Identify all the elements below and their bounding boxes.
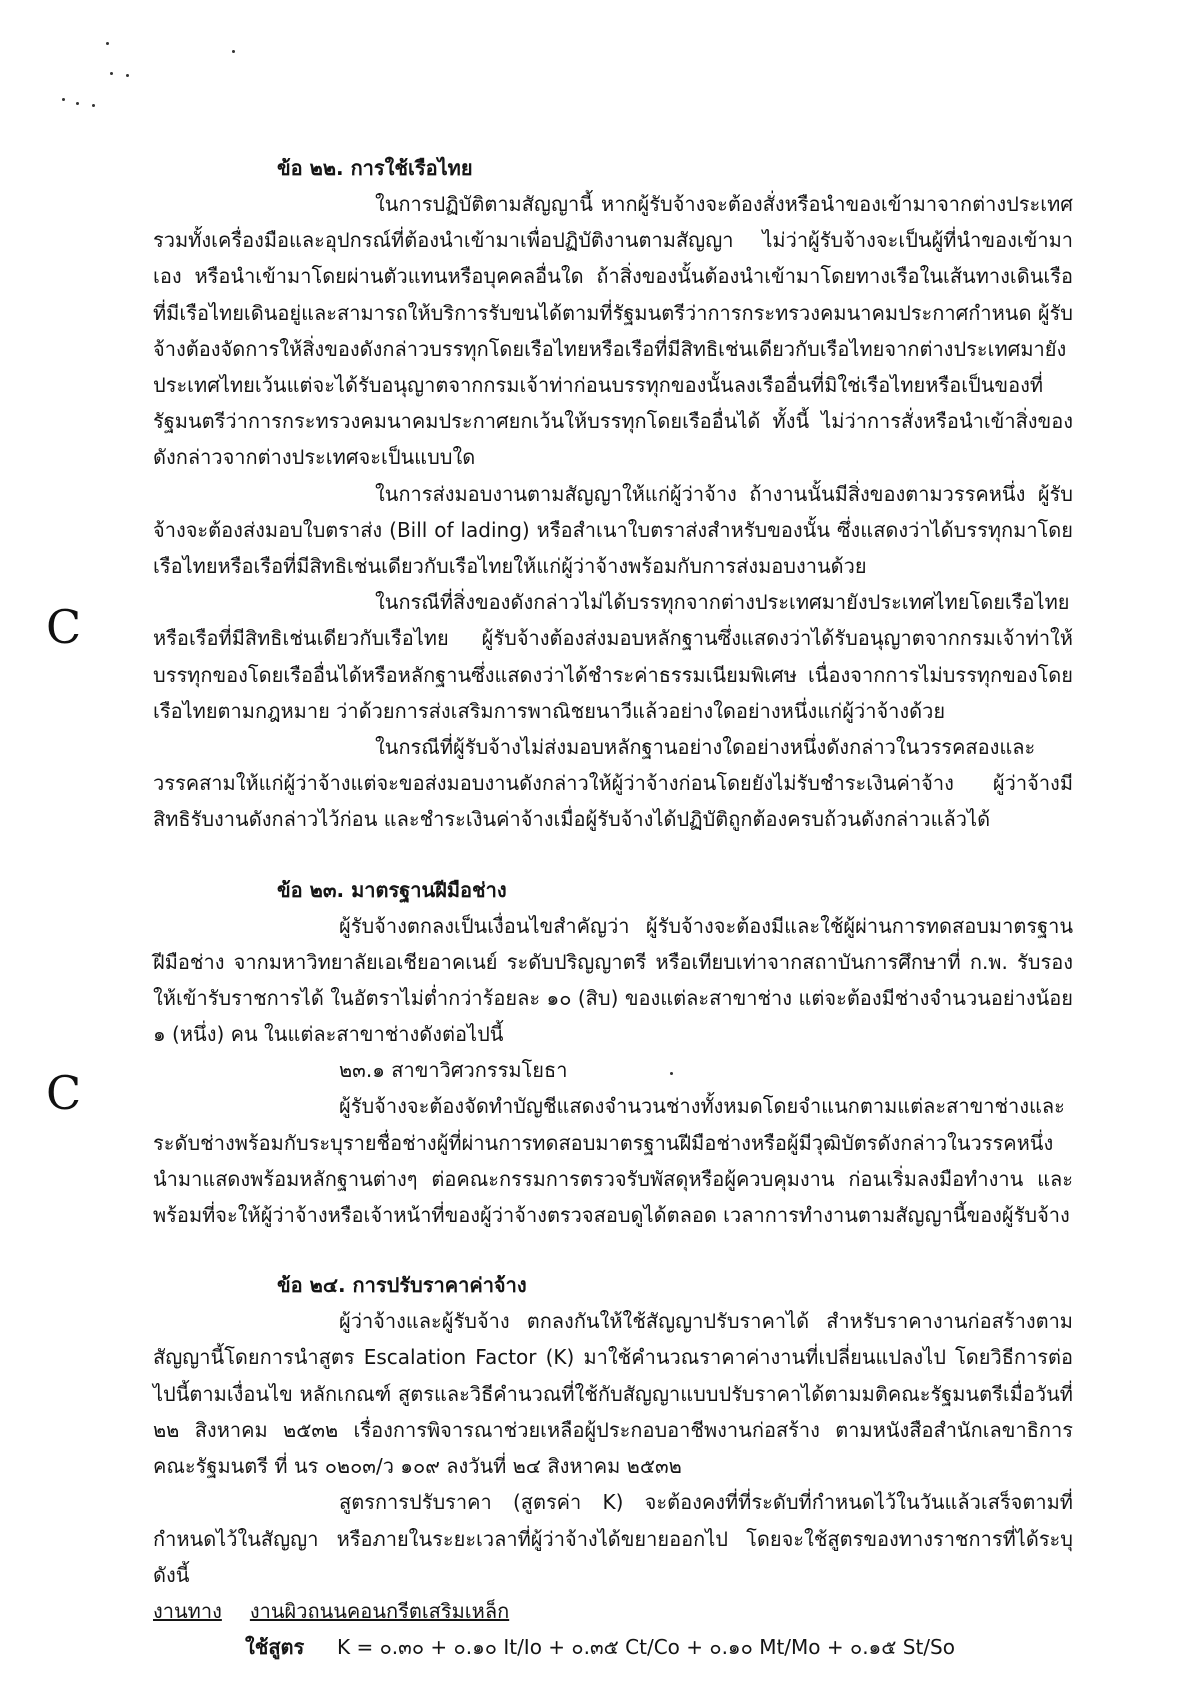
scan-speck bbox=[110, 72, 113, 75]
clause-heading: ข้อ ๒๒. การใช้เรือไทย bbox=[277, 156, 473, 180]
scan-speck bbox=[92, 104, 95, 107]
formula-label: ใช้สูตร bbox=[245, 1634, 305, 1659]
scan-speck bbox=[232, 50, 235, 53]
clause-24 bbox=[153, 1267, 1073, 1665]
clause-paragraph: ผู้รับจ้างจะต้องจัดทำบัญชีแสดงจำนวนช่างทั้งหมดโดยจำแนกตามแต่ละสาขาช่างและระดับช่างพร้อมกับระบุรายชื่อช่างผู้ที่ผ่านการทดสอบมาตรฐานฝีมือช่างหรือผู้มีวุฒิบัตรดังกล่าวในวรรคหนึ่งนำมาแสดงพร้อมหลักฐานต่างๆ ต่อคณะกรรมการตรวจรับพัสดุหรือผู้ควบคุมงาน ก่อนเริ่มลงมือทำงาน และพร้อมที่จะให้ผู้ว่าจ้างหรือเจ้าหน้าที่ของผู้ว่าจ้างตรวจสอบดูได้ตลอด เวลาการทำงานตามสัญญานี้ของผู้รับจ้าง bbox=[153, 1094, 1073, 1228]
scan-speck bbox=[62, 98, 65, 101]
clause-paragraph: ผู้ว่าจ้างและผู้รับจ้าง ตกลงกันให้ใช้สัญญาปรับราคาได้ สำหรับราคางานก่อสร้างตามสัญญานี้โดยการนำสูตร Escalation Factor (K) มาใช้คำนวณราคาค่างานที่เปลี่ยนแปลงไป โดยวิธีการต่อไปนี้ตามเงื่อนไข หลักเกณฑ์ สูตรและวิธีคำนวณที่ใช้กับสัญญาแบบปรับราคาได้ตามมติคณะรัฐมนตรีเมื่อวันที่ ๒๒ สิงหาคม ๒๕๓๒ เรื่องการพิจารณาช่วยเหลือผู้ประกอบอาชีพงานก่อสร้าง ตามหนังสือสำนักเลขาธิการคณะรัฐมนตรี ที่ นร ๐๒๐๓/ว ๑๐๙ ลงวันที่ ๒๔ สิงหาคม ๒๕๓๒ bbox=[153, 1309, 1073, 1479]
formula-text: K = ๐.๓๐ + ๐.๑๐ It/Io + ๐.๓๕ Ct/Co + ๐.๑๐ Mt/Mo + ๐.๑๕ St/So bbox=[337, 1634, 955, 1659]
clause-paragraph: ในการปฏิบัติตามสัญญานี้ หากผู้รับจ้างจะต้องสั่งหรือนำของเข้ามาจากต่างประเทศ รวมทั้งเครื่องมือและอุปกรณ์ที่ต้องนำเข้ามาเพื่อปฏิบัติงานตามสัญญา ไม่ว่าผู้รับจ้างจะเป็นผู้ที่นำของเข้ามาเอง หรือนำเข้ามาโดยผ่านตัวแทนหรือบุคคลอื่นใด ถ้าสิ่งของนั้นต้องนำเข้ามาโดยทางเรือในเส้นทางเดินเรือที่มีเรือไทยเดินอยู่และสามารถให้บริการรับขนได้ตามที่รัฐมนตรีว่าการกระทรวงคมนาคมประกาศกำหนด ผู้รับจ้างต้องจัดการให้สิ่งของดังกล่าวบรรทุกโดยเรือไทยหรือเรือที่มีสิทธิเช่นเดียวกับเรือไทยจากต่างประเทศมายังประเทศไทยเว้นแต่จะได้รับอนุญาตจากกรมเจ้าท่าก่อนบรรทุกของนั้นลงเรืออื่นที่มิใช่เรือไทยหรือเป็นของที่รัฐมนตรีว่าการกระทรวงคมนาคมประกาศยกเว้นให้บรรทุกโดยเรืออื่นได้ ทั้งนี้ ไม่ว่าการสั่งหรือนำเข้าสิ่งของดังกล่าวจากต่างประเทศจะเป็นแบบใด bbox=[153, 192, 1073, 470]
clause-paragraph: ในการส่งมอบงานตามสัญญาให้แก่ผู้ว่าจ้าง ถ้างานนั้นมีสิ่งของตามวรรคหนึ่ง ผู้รับจ้างจะต้องส่งมอบใบตราส่ง (Bill of lading) หรือสำเนาใบตราส่งสำหรับของนั้น ซึ่งแสดงว่าได้บรรทุกมาโดยเรือไทยหรือเรือที่มีสิทธิเช่นเดียวกับเรือไทยให้แก่ผู้ว่าจ้างพร้อมกับการส่งมอบงานด้วย bbox=[153, 481, 1073, 579]
clause-paragraph: ในกรณีที่สิ่งของดังกล่าวไม่ได้บรรทุกจากต่างประเทศมายังประเทศไทยโดยเรือไทยหรือเรือที่มีสิทธิเช่นเดียวกับเรือไทย ผู้รับจ้างต้องส่งมอบหลักฐานซึ่งแสดงว่าได้รับอนุญาตจากกรมเจ้าท่าให้บรรทุกของโดยเรืออื่นได้หรือหลักฐานซึ่งแสดงว่าได้ชำระค่าธรรมเนียมพิเศษ เนื่องจากการไม่บรรทุกของโดยเรือไทยตามกฎหมาย ว่าด้วยการส่งเสริมการพาณิชยนาวีแล้วอย่างใดอย่างหนึ่งแก่ผู้ว่าจ้างด้วย bbox=[153, 590, 1073, 723]
clause-subitem: ๒๓.๑ สาขาวิศวกรรมโยธา bbox=[339, 1058, 568, 1083]
scan-speck bbox=[106, 42, 109, 45]
clause-paragraph: ในกรณีที่ผู้รับจ้างไม่ส่งมอบหลักฐานอย่างใดอย่างหนึ่งดังกล่าวในวรรคสองและวรรคสามให้แก่ผู้ว่าจ้างแต่จะขอส่งมอบงานดังกล่าวให้ผู้ว่าจ้างก่อนโดยยังไม่รับชำระเงินค่าจ้าง ผู้ว่าจ้างมีสิทธิรับงานดังกล่าวไว้ก่อน และชำระเงินค่าจ้างเมื่อผู้รับจ้างได้ปฏิบัติถูกต้องครบถ้วนดังกล่าวแล้วได้ bbox=[153, 735, 1073, 832]
clause-heading: ข้อ ๒๔. การปรับราคาค่าจ้าง bbox=[277, 1273, 527, 1298]
binding-hole-mark: C bbox=[46, 600, 82, 654]
clause-22 bbox=[153, 150, 1073, 838]
document-body bbox=[153, 150, 1073, 1665]
work-type-value: งานผิวถนนคอนกรีตเสริมเหล็ก bbox=[249, 1598, 510, 1623]
scan-speck bbox=[76, 102, 79, 105]
clause-paragraph: ผู้รับจ้างตกลงเป็นเงื่อนไขสำคัญว่า ผู้รับจ้างจะต้องมีและใช้ผู้ผ่านการทดสอบมาตรฐานฝีมือช่าง จากมหาวิทยาลัยเอเชียอาคเนย์ ระดับปริญญาตรี หรือเทียบเท่าจากสถาบันการศึกษาที่ ก.พ. รับรองให้เข้ารับราชการได้ ในอัตราไม่ต่ำกว่าร้อยละ ๑๐ (สิบ) ของแต่ละสาขาช่าง แต่จะต้องมีช่างจำนวนอย่างน้อย ๑ (หนึ่ง) คน ในแต่ละสาขาช่างดังต่อไปนี้ bbox=[153, 913, 1073, 1047]
clause-paragraph: สูตรการปรับราคา (สูตรค่า K) จะต้องคงที่ที่ระดับที่กำหนดไว้ในวันแล้วเสร็จตามที่กำหนดไว้ในสัญญา หรือภายในระยะเวลาที่ผู้ว่าจ้างได้ขยายออกไป โดยจะใช้สูตรของทางราชการที่ได้ระบุดังนี้ bbox=[153, 1490, 1073, 1587]
work-type-row bbox=[153, 1593, 1073, 1629]
scan-speck bbox=[126, 74, 129, 77]
clause-23 bbox=[153, 872, 1073, 1234]
binding-hole-mark: C bbox=[46, 1066, 82, 1120]
section-spacer bbox=[153, 838, 1073, 872]
clause-heading: ข้อ ๒๓. มาตรฐานฝีมือช่าง bbox=[277, 877, 507, 902]
work-type-label: งานทาง bbox=[153, 1598, 222, 1623]
section-spacer bbox=[153, 1233, 1073, 1267]
formula-row bbox=[153, 1629, 1073, 1665]
